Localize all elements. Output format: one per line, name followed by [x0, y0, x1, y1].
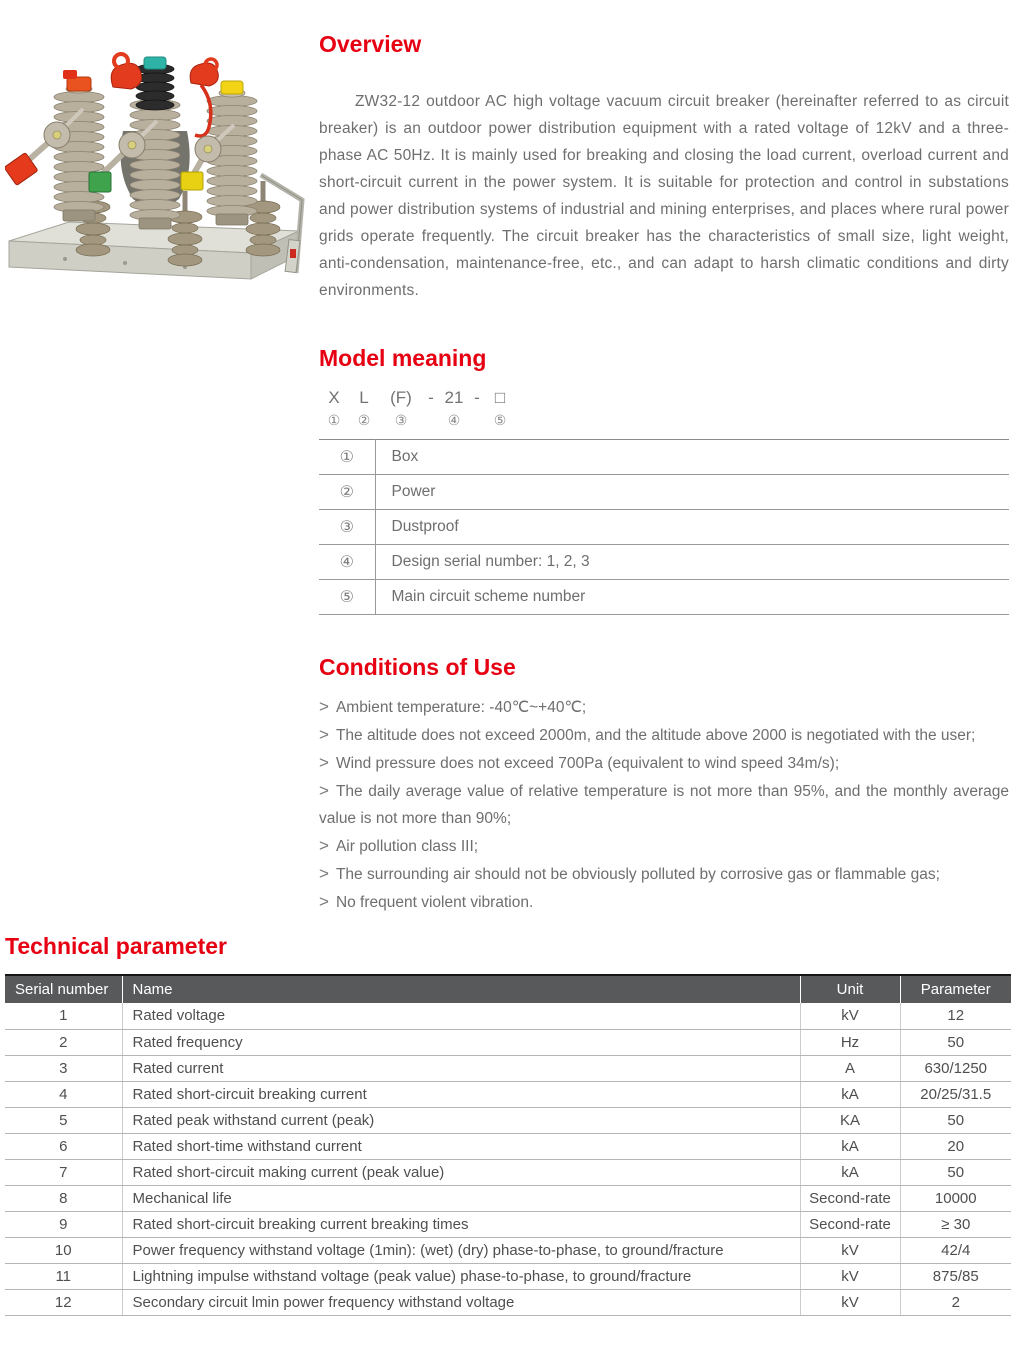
tech-cell-name: Rated frequency — [122, 1029, 800, 1055]
tech-table-header-row — [5, 975, 1011, 1003]
condition-item: > Ambient temperature: -40℃~+40℃; — [319, 697, 587, 716]
model-notation — [319, 388, 1009, 429]
tech-cell-serial-number: 5 — [5, 1107, 122, 1133]
tech-cell-unit: KA — [800, 1107, 900, 1133]
tech-cell-unit: kV — [800, 1003, 900, 1029]
tech-cell-serial-number: 3 — [5, 1055, 122, 1081]
tech-cell-name: Lightning impulse withstand voltage (peak value) phase-to-phase, to ground/fracture — [122, 1263, 800, 1289]
model-meaning-row — [319, 475, 1009, 510]
tech-cell-parameter: 2 — [900, 1289, 1011, 1315]
tech-cell-serial-number: 10 — [5, 1237, 122, 1263]
tech-cell-name: Rated short-circuit breaking current breaking times — [122, 1211, 800, 1237]
tech-cell-unit: Hz — [800, 1029, 900, 1055]
model-meaning-number: ⑤ — [319, 580, 375, 615]
model-meaning-row — [319, 440, 1009, 475]
conditions-list — [319, 693, 1009, 916]
condition-item: > No frequent violent vibration. — [319, 892, 534, 911]
model-meaning-description: Dustproof — [375, 510, 1009, 545]
tech-cell-serial-number: 2 — [5, 1029, 122, 1055]
notation-part: L — [359, 388, 369, 407]
tech-cell-parameter: 50 — [900, 1159, 1011, 1185]
model-meaning-row — [319, 580, 1009, 615]
tech-cell-unit: Second-rate — [800, 1185, 900, 1211]
tech-cell-serial-number: 7 — [5, 1159, 122, 1185]
model-meaning-table-body — [319, 440, 1009, 615]
condition-item: > Air pollution class III; — [319, 836, 479, 855]
model-meaning-row — [319, 545, 1009, 580]
technical-parameter-title: Technical parameter — [5, 933, 228, 959]
model-meaning-table — [319, 439, 1009, 615]
chevron-bullet: > — [319, 781, 329, 800]
tech-cell-parameter: 50 — [900, 1107, 1011, 1133]
product-photo — [5, 35, 305, 303]
notation-part: - — [428, 388, 434, 407]
tech-table-row — [5, 1185, 1011, 1211]
tech-cell-unit: kV — [800, 1263, 900, 1289]
model-notation-parts — [319, 388, 1009, 408]
condition-item: > The altitude does not exceed 2000m, and the altitude above 2000 is negotiated with the user; — [319, 725, 976, 744]
tech-cell-name: Rated short-circuit breaking current — [122, 1081, 800, 1107]
condition-item: > Wind pressure does not exceed 700Pa (equivalent to wind speed 34m/s); — [319, 753, 840, 772]
chevron-bullet: > — [319, 753, 329, 772]
model-meaning-number: ② — [319, 475, 375, 510]
chevron-bullet: > — [319, 864, 329, 883]
notation-part: 21 — [444, 388, 464, 407]
tech-table-row — [5, 1029, 1011, 1055]
condition-item: > The surrounding air should not be obviously polluted by corrosive gas or flammable gas; — [319, 864, 940, 883]
tech-cell-serial-number: 12 — [5, 1289, 122, 1315]
tech-cell-serial-number: 6 — [5, 1133, 122, 1159]
model-meaning-number: ① — [319, 440, 375, 475]
tech-cell-serial-number: 8 — [5, 1185, 122, 1211]
model-meaning-description: Design serial number: 1, 2, 3 — [375, 545, 1009, 580]
tech-cell-name: Rated short-time withstand current — [122, 1133, 800, 1159]
tech-cell-parameter: 20/25/31.5 — [900, 1081, 1011, 1107]
tech-table-row — [5, 1133, 1011, 1159]
tech-cell-name: Rated peak withstand current (peak) — [122, 1107, 800, 1133]
tech-table-row — [5, 1055, 1011, 1081]
tech-cell-parameter: ≥ 30 — [900, 1211, 1011, 1237]
tech-table-row — [5, 1289, 1011, 1315]
model-meaning-description: Box — [375, 440, 1009, 475]
tech-cell-name: Rated voltage — [122, 1003, 800, 1029]
tech-table-row — [5, 1003, 1011, 1029]
tech-cell-parameter: 10000 — [900, 1185, 1011, 1211]
tech-cell-serial-number: 1 — [5, 1003, 122, 1029]
tech-cell-serial-number: 9 — [5, 1211, 122, 1237]
tech-table-head — [5, 975, 1011, 1003]
tech-cell-unit: kA — [800, 1081, 900, 1107]
notation-mark: ③ — [394, 412, 408, 428]
tech-cell-name: Secondary circuit lmin power frequency withstand voltage — [122, 1289, 800, 1315]
tech-header-unit: Unit — [800, 975, 900, 1003]
tech-table-row — [5, 1263, 1011, 1289]
tech-cell-parameter: 630/1250 — [900, 1055, 1011, 1081]
tech-cell-name: Power frequency withstand voltage (1min): (wet) (dry) phase-to-phase, to ground/fracture — [122, 1237, 800, 1263]
content-column — [319, 0, 1016, 916]
notation-part: (F) — [390, 388, 412, 407]
tech-cell-unit: A — [800, 1055, 900, 1081]
tech-table-row — [5, 1107, 1011, 1133]
model-meaning-description: Main circuit scheme number — [375, 580, 1009, 615]
tech-cell-unit: kV — [800, 1237, 900, 1263]
tech-table-row — [5, 1159, 1011, 1185]
tech-header-parameter: Parameter — [900, 975, 1011, 1003]
tech-cell-unit: kA — [800, 1159, 900, 1185]
notation-mark: ④ — [447, 412, 461, 428]
tech-cell-name: Rated current — [122, 1055, 800, 1081]
model-meaning-number: ④ — [319, 545, 375, 580]
notation-mark: ② — [357, 412, 371, 428]
tech-cell-name: Mechanical life — [122, 1185, 800, 1211]
notation-mark: ① — [327, 412, 341, 428]
tech-cell-parameter: 12 — [900, 1003, 1011, 1029]
tech-header-serial-number: Serial number — [5, 975, 122, 1003]
chevron-bullet: > — [319, 836, 329, 855]
notation-mark: ⑤ — [493, 412, 507, 428]
overview-title: Overview — [319, 31, 422, 57]
tech-cell-name: Rated short-circuit making current (peak value) — [122, 1159, 800, 1185]
chevron-bullet: > — [319, 725, 329, 744]
tech-cell-serial-number: 4 — [5, 1081, 122, 1107]
tech-cell-unit: kV — [800, 1289, 900, 1315]
model-meaning-number: ③ — [319, 510, 375, 545]
model-meaning-row — [319, 510, 1009, 545]
tech-cell-unit: Second-rate — [800, 1211, 900, 1237]
notation-part: X — [328, 388, 340, 407]
tech-table-row — [5, 1237, 1011, 1263]
technical-parameter-table — [5, 974, 1011, 1316]
tech-table-body — [5, 1003, 1011, 1315]
model-meaning-title: Model meaning — [319, 345, 487, 371]
notation-part: - — [474, 388, 480, 407]
condition-item: > The daily average value of relative temperature is not more than 95%, and the monthly average value is not more than 90%; — [319, 781, 1009, 827]
tech-cell-unit: kA — [800, 1133, 900, 1159]
tech-cell-parameter: 20 — [900, 1133, 1011, 1159]
overview-paragraph: ZW32-12 outdoor AC high voltage vacuum circuit breaker (hereinafter referred to as circuit breaker) is an outdoor power distribution equipment with a rated voltage of 12kV and a three-phase AC 50Hz. It is mainly used for breaking and closing the load current, overload current and short-circuit current in the power system. It is suitable for protection and control in substations and power distribution systems of industrial and mining enterprises, and places where rural power grids operate frequently. The circuit breaker has the characteristics of small size, light weight, anti-condensation, maintenance-free, etc., and can adapt to harsh climatic conditions and dirty environments. — [319, 93, 1009, 299]
notation-mark — [469, 411, 485, 429]
tech-table-row — [5, 1081, 1011, 1107]
model-notation-marks — [319, 411, 1009, 429]
conditions-title: Conditions of Use — [319, 654, 516, 680]
tech-cell-serial-number: 11 — [5, 1263, 122, 1289]
notation-mark — [423, 411, 439, 429]
tech-header-name: Name — [122, 975, 800, 1003]
notation-part: □ — [494, 388, 506, 407]
chevron-bullet: > — [319, 697, 329, 716]
product-photo-column — [0, 0, 319, 916]
tech-table-row — [5, 1211, 1011, 1237]
chevron-bullet: > — [319, 892, 329, 911]
tech-cell-parameter: 42/4 — [900, 1237, 1011, 1263]
tech-cell-parameter: 875/85 — [900, 1263, 1011, 1289]
tech-cell-parameter: 50 — [900, 1029, 1011, 1055]
model-meaning-description: Power — [375, 475, 1009, 510]
